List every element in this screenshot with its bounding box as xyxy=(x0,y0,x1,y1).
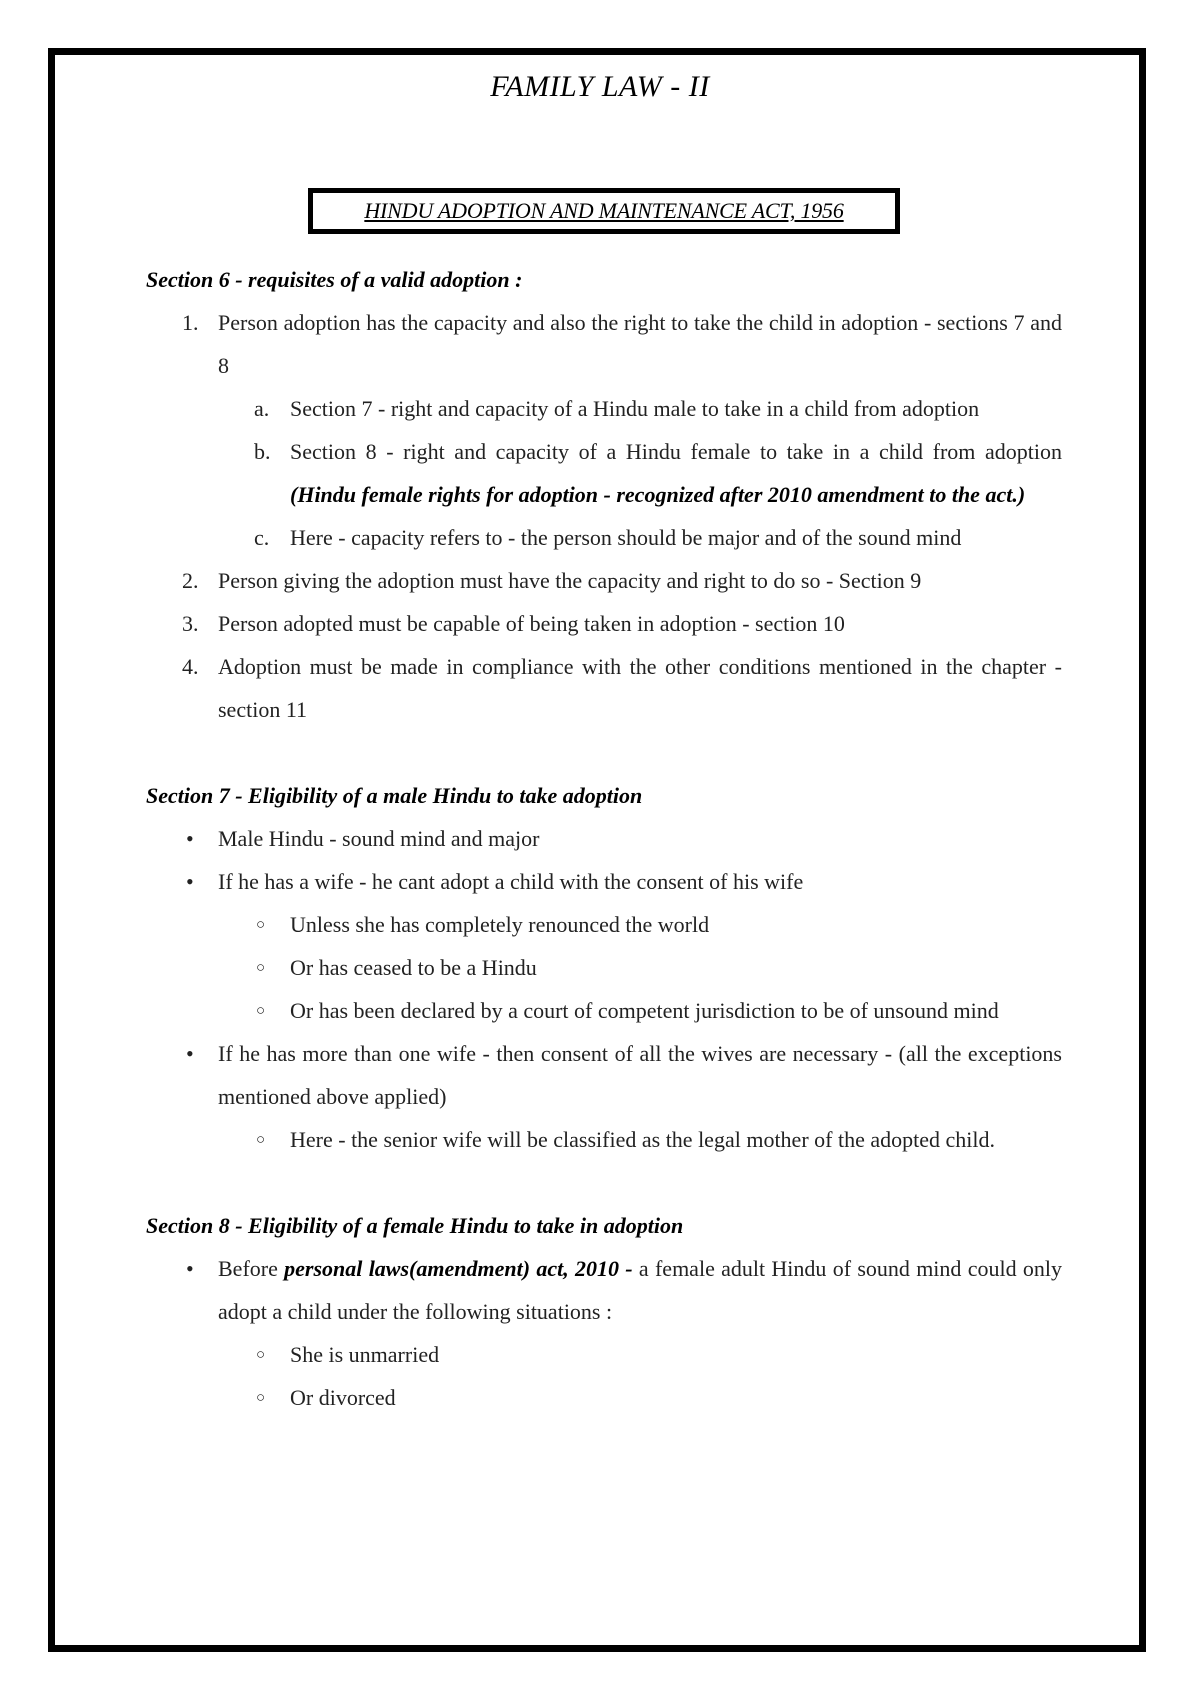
list-item-text: Here - the senior wife will be classified as the legal mother of the adopted child. xyxy=(290,1127,995,1152)
list-item-text: Adoption must be made in compliance with the other conditions mentioned in the chapter - section 11 xyxy=(218,654,1062,722)
act-title: HINDU ADOPTION AND MAINTENANCE ACT, 1956 xyxy=(364,198,844,223)
list-item-text: She is unmarried xyxy=(290,1342,440,1367)
section6-sublist xyxy=(218,387,1062,559)
document-title: FAMILY LAW - II xyxy=(490,70,710,103)
list-item xyxy=(290,1118,1062,1161)
section6-item-3 xyxy=(182,602,1062,645)
section7-bullet-2 xyxy=(218,860,1062,1032)
section6-heading: Section 6 - requisites of a valid adoption : xyxy=(146,267,523,292)
list-item-text: Person adoption has the capacity and also the right to take the child in adoption - sections 7 and 8 xyxy=(218,310,1062,378)
section6-item-4 xyxy=(182,645,1062,731)
section6-item-1 xyxy=(182,301,1062,559)
list-item-text: Person giving the adoption must have the capacity and right to do so - Section 9 xyxy=(218,568,922,593)
list-item-text: Or has been declared by a court of competent jurisdiction to be of unsound mind xyxy=(290,998,999,1023)
list-item-text: Or has ceased to be a Hindu xyxy=(290,955,537,980)
list-item-text: If he has more than one wife - then consent of all the wives are necessary - (all the exceptions mentioned above applied) xyxy=(218,1041,1062,1109)
list-item-text: Person adopted must be capable of being taken in adoption - section 10 xyxy=(218,611,845,636)
section6-subitem-c xyxy=(254,516,1062,559)
section8-list xyxy=(146,1247,1062,1419)
list-marker: c. xyxy=(254,525,270,550)
section6-item-2 xyxy=(182,559,1062,602)
section7-wife-sublist xyxy=(218,903,1062,1032)
section7-senior-sublist xyxy=(218,1118,1062,1161)
list-marker: b. xyxy=(254,439,271,464)
list-item xyxy=(290,946,1062,989)
section8-bullet-1 xyxy=(218,1247,1062,1419)
section7-heading: Section 7 - Eligibility of a male Hindu to take adoption xyxy=(146,783,643,808)
list-item xyxy=(290,1333,1062,1376)
list-item-text: a female adult Hindu of sound mind could only adopt a child under the following situations : xyxy=(218,1256,1062,1324)
list-marker: a. xyxy=(254,396,270,421)
act-title-box xyxy=(308,188,900,234)
section7-list xyxy=(146,817,1062,1161)
list-item-text: Unless she has completely renounced the world xyxy=(290,912,710,937)
list-marker: 2. xyxy=(182,568,199,593)
list-item-text: Male Hindu - sound mind and major xyxy=(218,826,540,851)
section7-bullet-1 xyxy=(218,817,1062,860)
list-marker: 4. xyxy=(182,654,199,679)
list-item-text: Section 7 - right and capacity of a Hindu male to take in a child from adoption xyxy=(290,396,980,421)
list-item xyxy=(290,989,1062,1032)
section8-sublist xyxy=(218,1333,1062,1419)
section7-bullet-3 xyxy=(218,1032,1062,1161)
list-item-text: Section 8 - right and capacity of a Hindu female to take in a child from adoption xyxy=(290,439,1062,464)
document-body xyxy=(146,258,1062,1419)
section6-subitem-b xyxy=(254,430,1062,516)
list-item-text: Here - capacity refers to - the person should be major and of the sound mind xyxy=(290,525,962,550)
list-marker: 3. xyxy=(182,611,199,636)
list-item-text: If he has a wife - he cant adopt a child with the consent of his wife xyxy=(218,869,804,894)
section6-subitem-a xyxy=(254,387,1062,430)
list-item-text: Or divorced xyxy=(290,1385,396,1410)
emphasis-text: personal laws(amendment) act, 2010 - xyxy=(284,1256,633,1281)
section6-list xyxy=(146,301,1062,731)
list-item xyxy=(290,903,1062,946)
section8-heading: Section 8 - Eligibility of a female Hindu to take in adoption xyxy=(146,1213,684,1238)
list-item-text: Before xyxy=(218,1256,285,1281)
list-item xyxy=(290,1376,1062,1419)
list-marker: 1. xyxy=(182,310,199,335)
emphasis-text: (Hindu female rights for adoption - recognized after 2010 amendment to the act.) xyxy=(290,482,1026,507)
